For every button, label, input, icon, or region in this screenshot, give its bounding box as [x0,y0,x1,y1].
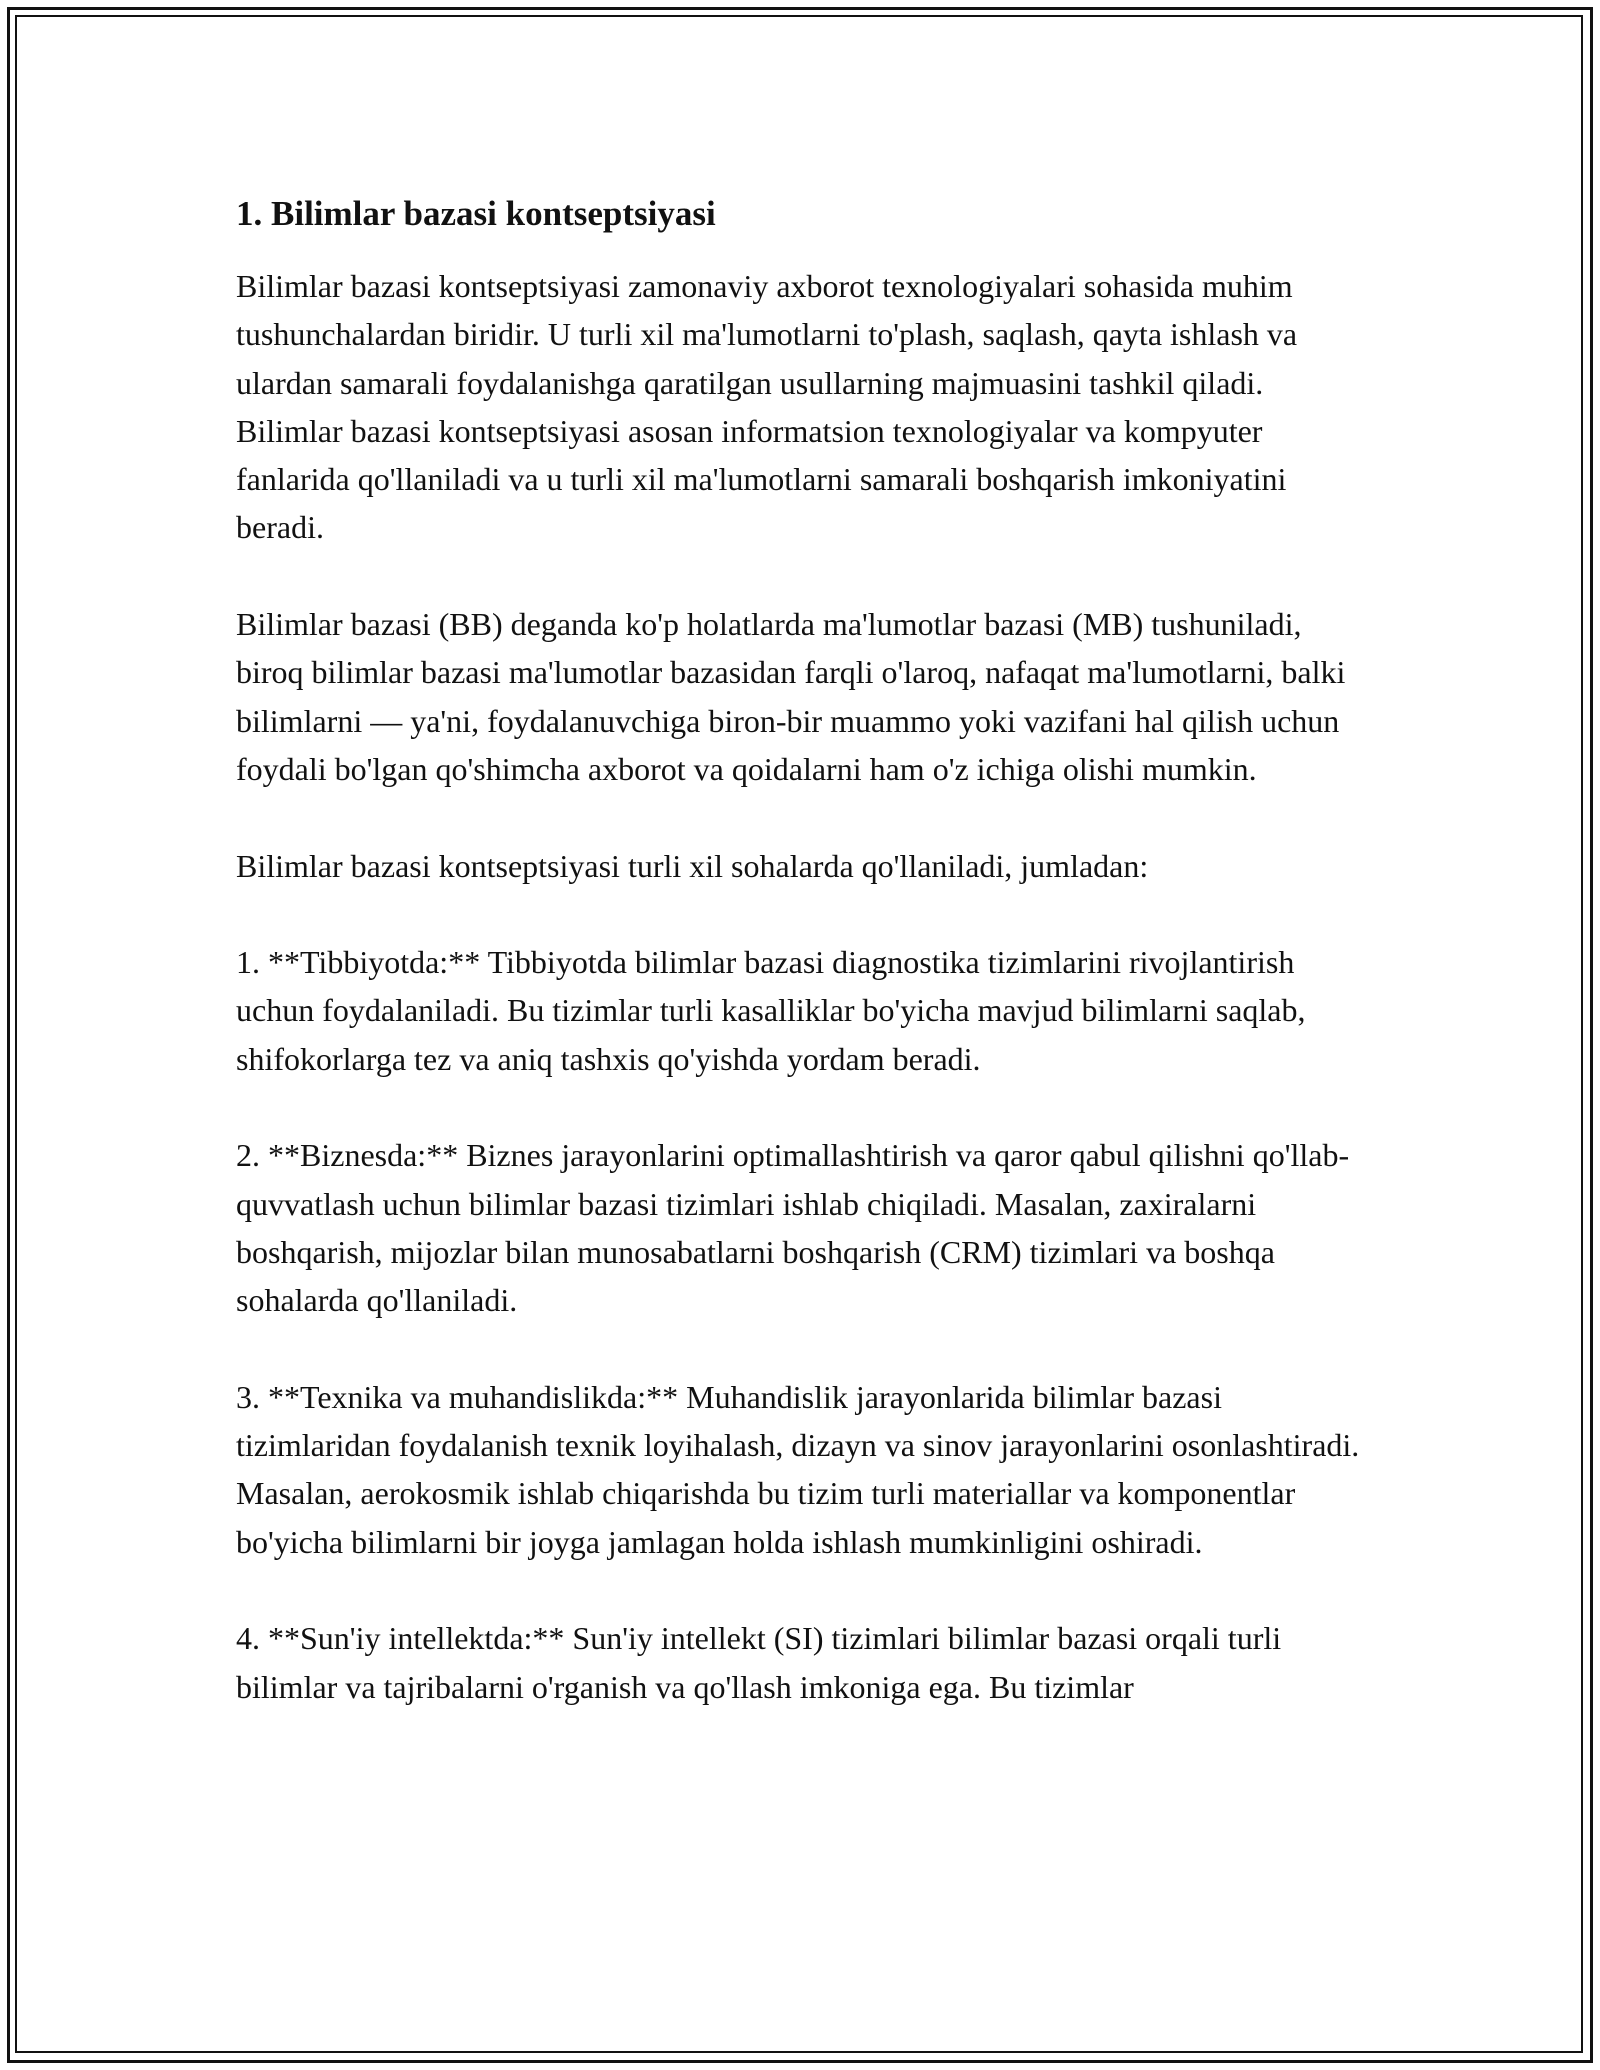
document-body [236,188,1376,1711]
section-heading: 1. Bilimlar bazasi kontseptsiyasi [236,194,716,233]
paragraph-bb-vs-mb: Bilimlar bazasi (BB) deganda ko'p holatlarda ma'lumotlar bazasi (MB) tushuniladi, biroq bilimlar bazasi ma'lumotlar bazasidan farqli o'laroq, nafaqat ma'lumotlarni, balki bilimlarni — ya'ni, foydalanuvchiga biron-bir muammo yoki vazifani hal qilish uchun foydali bo'lgan qo'shimcha axborot va qoidalarni ham o'z ichiga olishi mumkin. [236,606,1346,787]
list-item-business: 2. **Biznesda:** Biznes jarayonlarini optimallashtirish va qaror qabul qilishni qo'llab-quvvatlash uchun bilimlar bazasi tizimlari ishlab chiqiladi. Masalan, zaxiralarni boshqarish, mijozlar bilan munosabatlarni boshqarish (CRM) tizimlari va boshqa sohalarda qo'llaniladi. [236,1137,1350,1319]
paragraph-applications-intro: Bilimlar bazasi kontseptsiyasi turli xil sohalarda qo'llaniladi, jumladan: [236,847,1149,884]
list-item-medicine: 1. **Tibbiyotda:** Tibbiyotda bilimlar bazasi diagnostika tizimlarini rivojlantirish uchun foydalaniladi. Bu tizimlar turli kasalliklar bo'yicha mavjud bilimlarni saqlab, shifokorlarga tez va aniq tashxis qo'yishda yordam beradi. [236,944,1306,1077]
list-item-engineering: 3. **Texnika va muhandislikda:** Muhandislik jarayonlarida bilimlar bazasi tizimlaridan foydalanish texnik loyihalash, dizayn va sinov jarayonlarini osonlashtiradi. Masalan, aerokosmik ishlab chiqarishda bu tizim turli materiallar va komponentlar bo'yicha bilimlarni bir joyga jamlagan holda ishlash mumkinligini oshiradi. [236,1378,1360,1560]
list-item-ai: 4. **Sun'iy intellektda:** Sun'iy intellekt (SI) tizimlari bilimlar bazasi orqali turli bilimlar va tajribalarni o'rganish va qo'llash imkoniga ega. Bu tizimlar [236,1620,1282,1705]
paragraph-intro: Bilimlar bazasi kontseptsiyasi zamonaviy axborot texnologiyalari sohasida muhim tushunchalardan biridir. U turli xil ma'lumotlarni to'plash, saqlash, qayta ishlash va ulardan samarali foydalanishga qaratilgan usullarning majmuasini tashkil qiladi. Bilimlar bazasi kontseptsiyasi asosan informatsion texnologiyalar va kompyuter fanlarida qo'llaniladi va u turli xil ma'lumotlarni samarali boshqarish imkoniyatini beradi. [236,268,1298,546]
